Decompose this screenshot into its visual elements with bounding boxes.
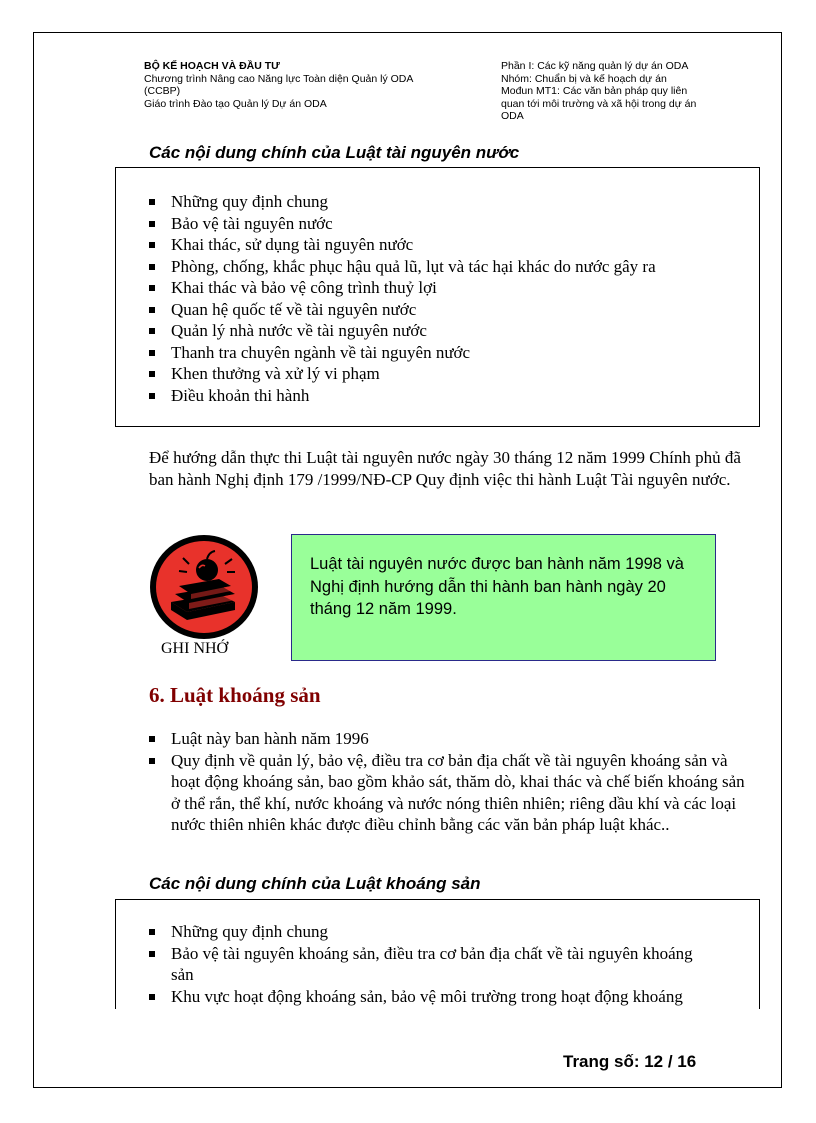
list-item: Khen thưởng và xử lý vi phạm: [145, 363, 745, 385]
list-item: Thanh tra chuyên ngành về tài nguyên nước: [145, 342, 745, 364]
page-number: Trang số: 12 / 16: [563, 1052, 697, 1071]
module-line-2: quan tới môi trường và xã hội trong dự án: [501, 97, 697, 110]
header-left: [144, 60, 464, 110]
group-label: Nhóm: Chuẩn bị và kế hoạch dự án: [501, 72, 667, 85]
mineral-section-list-wrap: [145, 728, 755, 836]
ministry-name: BỘ KẾ HOẠCH VÀ ĐẦU TƯ: [144, 60, 280, 72]
note-text: Luật tài nguyên nước được ban hành năm 1998 và Nghị định hướng dẫn thi hành ban hành ngày 20 tháng 12 năm 1999.: [310, 555, 684, 618]
list-item: Quy định về quản lý, bảo vệ, điều tra cơ bản địa chất về tài nguyên khoáng sản và hoạt động khoáng sản, bao gồm khảo sát, thăm dò, khai thác và chế biến khoáng sản ở thể rắn, thể khí, nước khoáng và nước nóng thiên nhiên; riêng dầu khí và các loại nước thiên nhiên khác được điều chỉnh bằng các văn bản pháp luật khác..: [145, 750, 755, 836]
books-apple-icon: [149, 534, 259, 640]
list-item: Phòng, chống, khắc phục hậu quả lũ, lụt và tác hại khác do nước gây ra: [145, 256, 745, 278]
note-label: GHI NHỚ: [161, 640, 229, 657]
section-title-mineral: 6. Luật khoáng sản: [149, 683, 321, 707]
list-item: Bảo vệ tài nguyên khoáng sản, điều tra cơ bản địa chất về tài nguyên khoáng sản: [145, 943, 715, 986]
part-label: Phần I: Các kỹ năng quản lý dự án ODA: [501, 60, 689, 72]
mineral-law-list: [145, 921, 715, 1007]
list-item: Quản lý nhà nước về tài nguyên nước: [145, 320, 745, 342]
list-item: Bảo vệ tài nguyên nước: [145, 213, 745, 235]
mineral-law-heading: Các nội dung chính của Luật khoáng sản: [149, 874, 481, 893]
list-item: Những quy định chung: [145, 191, 745, 213]
list-item: Khu vực hoạt động khoáng sản, bảo vệ môi trường trong hoạt động khoáng: [145, 986, 715, 1008]
mineral-section-list: [145, 728, 755, 836]
list-item: Điều khoản thi hành: [145, 385, 745, 407]
water-law-list: [145, 191, 745, 406]
list-item: Khai thác và bảo vệ công trình thuỷ lợi: [145, 277, 745, 299]
note-box: [291, 534, 716, 661]
list-item: Khai thác, sử dụng tài nguyên nước: [145, 234, 745, 256]
list-item: Những quy định chung: [145, 921, 715, 943]
header-right: [501, 60, 741, 123]
list-item: Luật này ban hành năm 1996: [145, 728, 755, 750]
module-line-3: ODA: [501, 110, 524, 122]
list-item: Quan hệ quốc tế về tài nguyên nước: [145, 299, 745, 321]
water-law-box: [115, 167, 760, 427]
module-line-1: Mođun MT1: Các văn bản pháp quy liên: [501, 85, 688, 97]
decree-paragraph: Để hướng dẫn thực thi Luật tài nguyên nước ngày 30 tháng 12 năm 1999 Chính phủ đã ban hành Nghị định 179 /1999/NĐ-CP Quy định việc thi hành Luật Tài nguyên nước.: [149, 448, 741, 489]
program-line-1: Chương trình Nâng cao Năng lực Toàn diện Quản lý ODA: [144, 72, 414, 85]
program-line-2: (CCBP): [144, 85, 181, 97]
water-law-heading: Các nội dung chính của Luật tài nguyên nước: [149, 143, 520, 162]
mineral-law-box: [115, 899, 760, 1009]
course-name: Giáo trình Đào tạo Quản lý Dự án ODA: [144, 97, 327, 110]
